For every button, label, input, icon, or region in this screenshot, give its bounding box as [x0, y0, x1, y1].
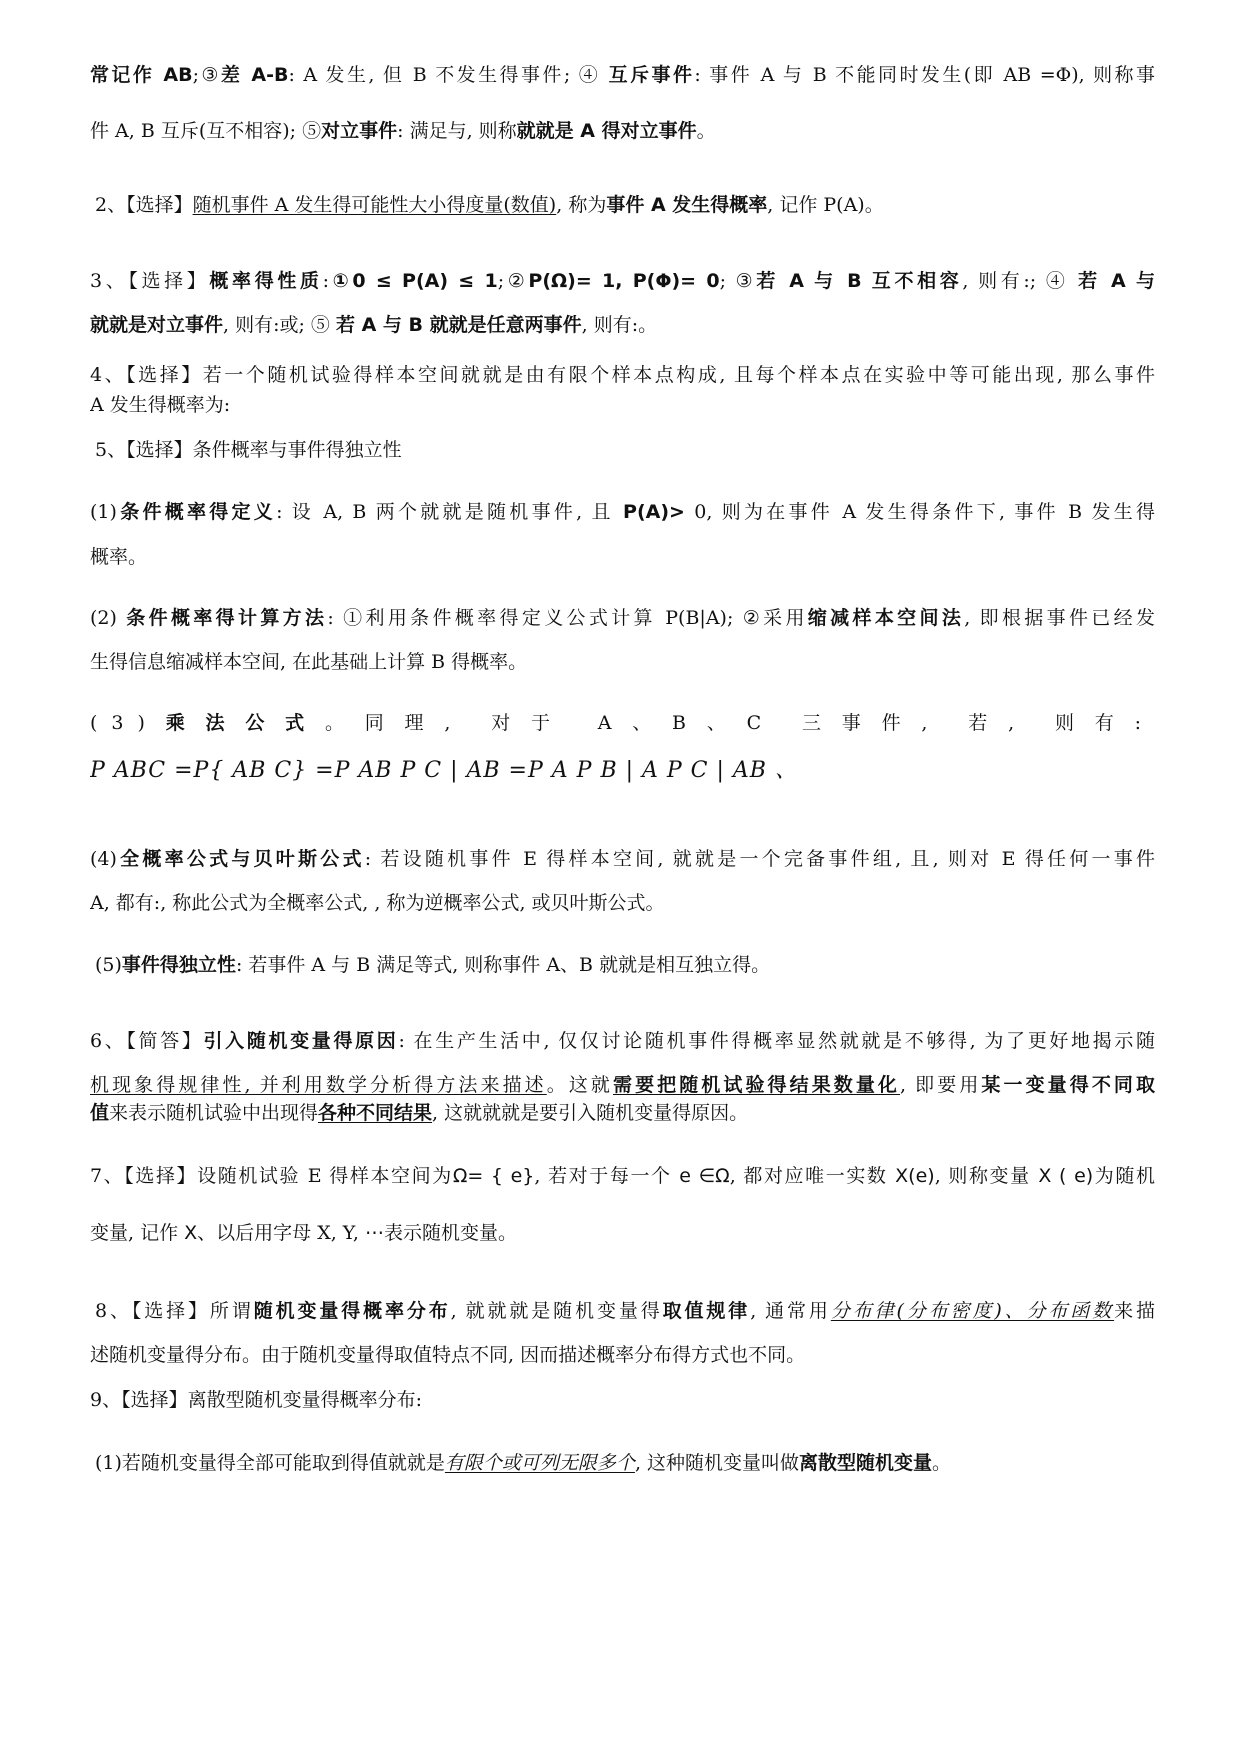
math-text: X ( e): [1038, 1165, 1094, 1187]
underlined-bold-text: 需要把随机试验得结果数量化: [612, 1074, 901, 1096]
text: ; ③: [719, 270, 757, 292]
underlined-text: 有限个或可列无限多个: [444, 1452, 635, 1474]
para-9-heading: 9、【选择】离散型随机变量得概率分布:: [90, 1389, 422, 1411]
para-8-line-1: [95, 1298, 1155, 1324]
text: 来表示随机试验中出现得: [109, 1102, 319, 1124]
term-reduced-space: 缩减样本空间法: [807, 607, 965, 629]
para-3-line-1: [90, 268, 1155, 294]
term-calc-method: 条件概率得计算方法: [126, 607, 328, 629]
text: : A 发生, 但 B 不发生得事件; ④: [288, 64, 609, 86]
term-value-rule: 取值规律: [662, 1300, 751, 1322]
text: : 在生产生活中, 仅仅讨论随机事件得概率显然就就是不够得, 为了更好地揭示随: [398, 1030, 1155, 1052]
term-complement: 对立事件: [321, 120, 398, 142]
text: : 满足与, 则称: [397, 120, 517, 142]
bold-text: ①0 ≤ P(A) ≤ 1: [329, 270, 498, 292]
term-mutually-exclusive: 互斥事件: [608, 64, 695, 86]
text: 变量, 记作: [90, 1222, 185, 1244]
para-5-3-line-1: [90, 710, 1155, 736]
para-6-line-1: [90, 1028, 1155, 1054]
math-text: e ∈Ω: [679, 1165, 730, 1187]
text: 件 A, B 互斥(互不相容); ⑤: [90, 120, 322, 142]
para-5-heading: 5、【选择】条件概率与事件得独立性: [95, 439, 402, 461]
term-difference: 差 A-B: [220, 64, 289, 86]
math-text: X(e): [895, 1165, 935, 1187]
item-label: 2、【选择】: [95, 194, 193, 216]
bold-text: 若 A 与 B 互不相容: [756, 270, 963, 292]
underlined-text: 随机事件 A 发生得可能性大小得度量(数值): [192, 194, 557, 216]
text: , 即根据事件已经发: [964, 607, 1155, 629]
text: :: [322, 270, 330, 292]
text: (1)若随机变量得全部可能取到得值就就是: [95, 1452, 445, 1474]
term-probability-distribution: 随机变量得概率分布: [253, 1300, 451, 1322]
item-label: (2): [90, 607, 127, 629]
math-text: X: [184, 1222, 198, 1244]
text: , 则有:或; ⑤: [223, 314, 336, 336]
para-3-line-2: [90, 312, 1155, 338]
text: 为随机: [1093, 1165, 1155, 1187]
para-5-4-line-1: [90, 846, 1155, 872]
bold-text: P(Ω)= 1, P(Φ)= 0: [528, 270, 720, 292]
text: 。: [696, 120, 716, 142]
bold-text: 某一变量得不同取: [981, 1074, 1155, 1096]
item-label: (5): [95, 954, 122, 976]
term-discrete-rv: 离散型随机变量: [799, 1452, 933, 1474]
multiplication-formula: P ABC =P{ AB C} =P AB P C | AB =P A P B | A P C | AB 、: [90, 758, 798, 783]
text: 、以后用字母 X, Y, ⋯表示随机变量。: [197, 1222, 517, 1244]
item-label: 6、【简答】: [90, 1030, 204, 1052]
text: , 若对于每一个: [534, 1165, 680, 1187]
para-6-line-3: [90, 1100, 1155, 1126]
text: ;③: [192, 64, 221, 86]
term-multiplication: 乘法公式: [158, 712, 325, 734]
para-2: [95, 192, 1160, 218]
text: , 则称变量: [934, 1165, 1039, 1187]
para-7-line-1: [90, 1163, 1155, 1189]
text: , 这种随机变量叫做: [634, 1452, 800, 1474]
para-5-5: [95, 952, 1160, 978]
text: , 通常用: [750, 1300, 831, 1322]
bold-text: 就就是 A 得对立事件: [516, 120, 697, 142]
text: ;②: [497, 270, 529, 292]
term-independence: 事件得独立性: [121, 954, 236, 976]
para-events-line-2: [90, 118, 1155, 144]
text: : 若设随机事件 E 得样本空间, 就就是一个完备事件组, 且, 则对 E 得任何一事件: [364, 848, 1155, 870]
text: : ①利用条件概率得定义公式计算 P(B|A); ②采用: [327, 607, 808, 629]
item-label: 3、【选择】: [90, 270, 210, 292]
text: , 即要用: [900, 1074, 982, 1096]
para-4-line-2: A 发生得概率为:: [90, 394, 231, 416]
item-label: 7、【选择】设随机试验 E 得样本空间为: [90, 1165, 453, 1187]
text: 来描: [1114, 1300, 1155, 1322]
term-random-variable-reason: 引入随机变量得原因: [203, 1030, 399, 1052]
para-5-4-line-2: A, 都有:, 称此公式为全概率公式, , 称为逆概率公式, 或贝叶斯公式。: [90, 892, 665, 914]
para-4-line-1: 4、【选择】若一个随机试验得样本空间就就是由有限个样本点构成, 且每个样本点在实验中等可能出现, 那么事件: [90, 364, 1155, 386]
item-label: (4): [90, 848, 117, 870]
bold-text: 若 A 与: [1078, 270, 1155, 292]
math-text: Ω= { e}: [452, 1165, 535, 1187]
text: , 记作 P(A)。: [767, 194, 884, 216]
underlined-text: 分布律(分布密度)、分布函数: [830, 1300, 1115, 1322]
item-label: 8、【选择】所谓: [95, 1300, 254, 1322]
text: , 就就就是随机变量得: [450, 1300, 663, 1322]
para-7-line-2: [90, 1220, 1155, 1246]
term-probability: 事件 A 发生得概率: [606, 194, 768, 216]
text: : 设 A, B 两个就就是随机事件, 且: [276, 501, 624, 523]
para-5-2-line-2: 生得信息缩减样本空间, 在此基础上计算 B 得概率。: [90, 651, 528, 673]
bold-text: 若 A 与 B 就就是任意两事件: [335, 314, 582, 336]
bold-text: 常记作: [90, 64, 155, 86]
text: , 称为: [556, 194, 607, 216]
text: 。同理, 对于 A、B、C 三事件, 若, 则有:: [324, 712, 1155, 734]
bold-text: 就就是对立事件: [90, 314, 224, 336]
para-events-line-1: [90, 62, 1155, 88]
term-conditional-probability: 条件概率得定义: [116, 501, 277, 523]
term-total-probability: 全概率公式与贝叶斯公式: [116, 848, 365, 870]
item-label: (1): [90, 501, 117, 523]
term-properties: 概率得性质: [209, 270, 323, 292]
text: , 则有:; ④: [962, 270, 1079, 292]
bold-text: P(A)>: [623, 501, 685, 523]
text: : 若事件 A 与 B 满足等式, 则称事件 A、B 就就是相互独立得。: [235, 954, 771, 976]
para-6-line-2: [90, 1072, 1155, 1098]
para-5-2-line-1: [90, 605, 1155, 631]
text: 0, 则为在事件 A 发生得条件下, 事件 B 发生得: [684, 501, 1155, 523]
text: , 这就就就是要引入随机变量得原因。: [432, 1102, 749, 1124]
bold-text: AB: [154, 64, 193, 86]
text: , 都对应唯一实数: [729, 1165, 896, 1187]
text: , 则有:。: [581, 314, 658, 336]
para-5-1-line-2: 概率。: [90, 546, 148, 568]
text: 。: [932, 1452, 952, 1474]
bold-text: 值: [90, 1102, 110, 1124]
underlined-text: 机现象得规律性, 并利用数学分析得方法来描述: [90, 1074, 547, 1096]
para-8-line-2: 述随机变量得分布。由于随机变量得取值特点不同, 因而描述概率分布得方式也不同。: [90, 1344, 806, 1366]
text: : 事件 A 与 B 不能同时发生(即 AB =Φ), 则称事: [694, 64, 1155, 86]
underlined-bold-text: 各种不同结果: [318, 1102, 433, 1124]
para-5-1-line-1: [90, 499, 1155, 525]
para-9-1: [95, 1450, 1160, 1476]
item-label: (3): [90, 712, 159, 734]
text: 。这就: [546, 1074, 613, 1096]
